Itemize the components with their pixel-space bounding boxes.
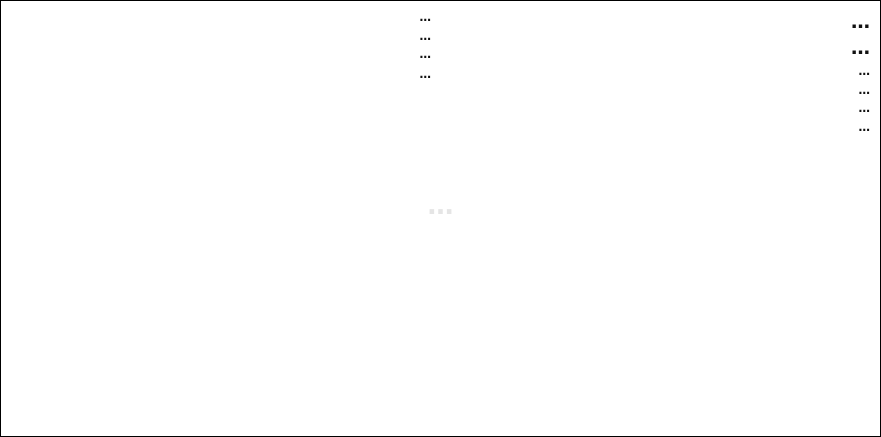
notice-paragraph: … [858, 101, 870, 116]
watermark: … [427, 191, 454, 221]
notice-paragraph: … [858, 119, 870, 134]
notice-paragraph: … [858, 82, 870, 97]
notice-title-line-2: … [851, 37, 870, 59]
notice-paragraph: … [858, 64, 870, 78]
notice-signature: … [419, 66, 431, 81]
notice-paragraph: … [419, 10, 431, 24]
notice-title-line-1: … [851, 11, 870, 33]
notice-paragraph: … [419, 47, 431, 62]
notice-paragraph: … [419, 28, 431, 43]
notice-left-column [5, 9, 437, 428]
notice-right-column [444, 9, 876, 428]
notice-title [450, 9, 870, 61]
